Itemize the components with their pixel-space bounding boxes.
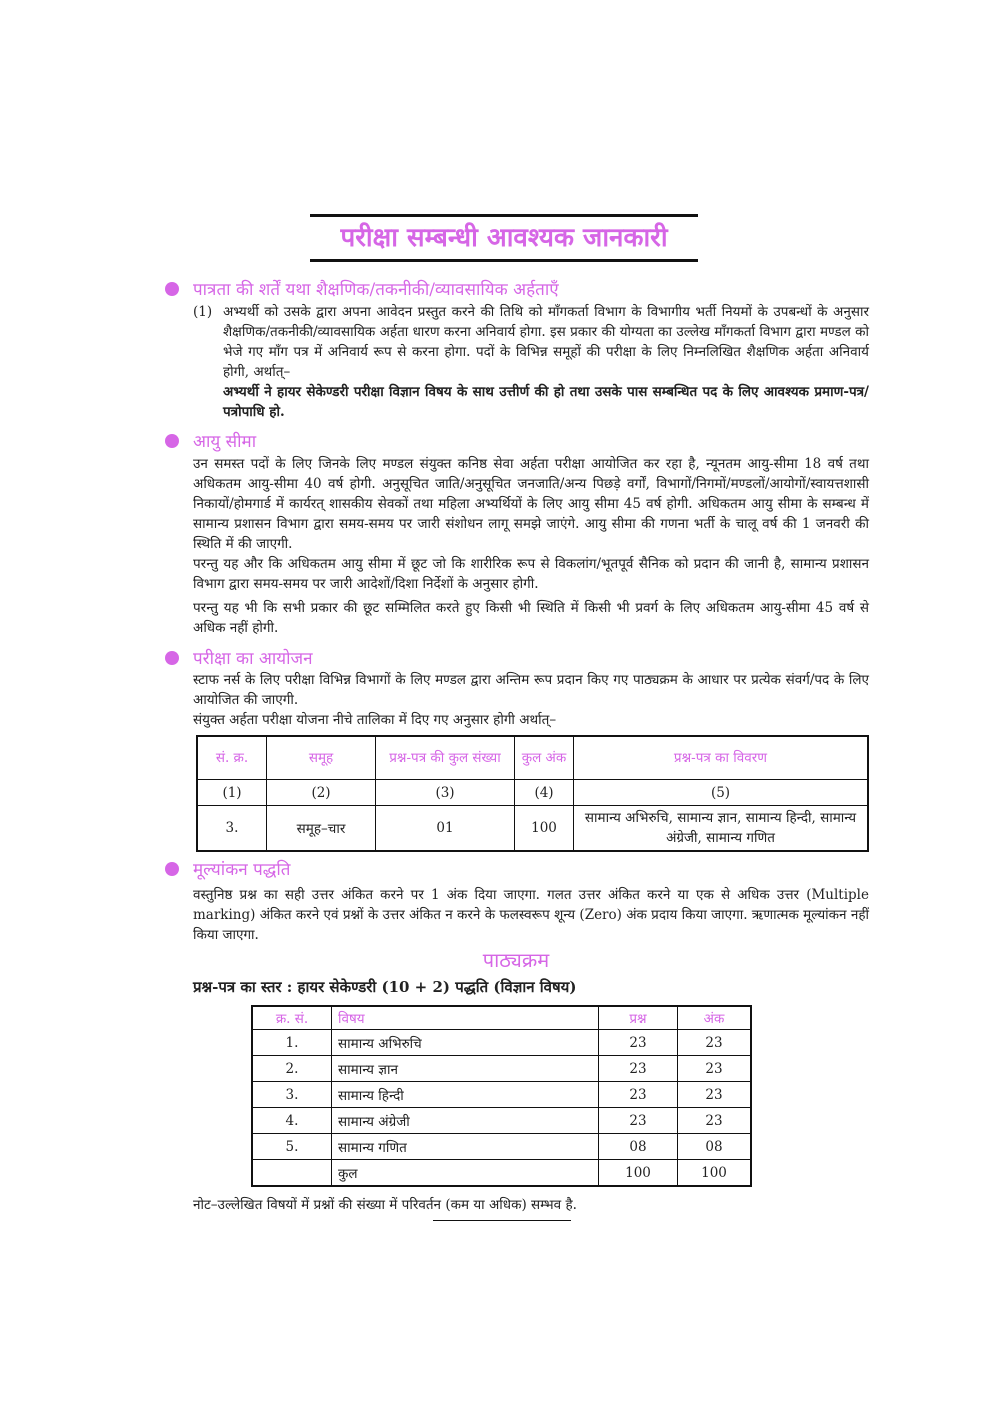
header-cell: सं. क्र. (197, 736, 267, 780)
heading-text: मूल्यांकन पद्धति (193, 860, 291, 880)
page-title: परीक्षा सम्बन्धी आवश्यक जानकारी (310, 214, 698, 262)
heading-text: पात्रता की शर्तें यथा शैक्षणिक/तकनीकी/व्यावसायिक अर्हताएँ (193, 280, 559, 300)
table-cell: सामान्य गणित (332, 1134, 599, 1160)
table-cell: समूह–चार (267, 806, 376, 852)
table-header-row (197, 736, 868, 780)
header-cell: कुल अंक (515, 736, 574, 780)
table-cell: 3. (252, 1082, 332, 1108)
table-cell: 23 (599, 1108, 678, 1134)
exam-body (193, 670, 869, 730)
table-cell: 5. (252, 1134, 332, 1160)
table-cell: (5) (574, 780, 869, 806)
table-cell: 100 (515, 806, 574, 852)
table-cell: (1) (197, 780, 267, 806)
bullet-icon (165, 862, 179, 876)
table-cell: 2. (252, 1056, 332, 1082)
paper-level: प्रश्न-पत्र का स्तर : हायर सेकेण्डरी (10 + 2) पद्धति (विज्ञान विषय) (193, 978, 577, 996)
table-cell: 08 (599, 1134, 678, 1160)
heading-text: आयु सीमा (193, 432, 257, 452)
table-row (252, 1108, 751, 1134)
bullet-icon (165, 282, 179, 296)
table-row (252, 1134, 751, 1160)
item-number: (1) (193, 304, 213, 320)
age-para-2: परन्तु यह और कि अधिकतम आयु सीमा में छूट जो कि शारीरिक रूप से विकलांग/भूतपूर्व सैनिक को प्रदान की जानी है, सामान्य प्रशासन विभाग द्वारा समय-समय पर जारी आदेशों/दिशा निर्देशों के अनुसार होगी. (193, 556, 869, 592)
eligibility-text: अभ्यर्थी को उसके द्वारा अपना आवेदन प्रस्तुत करने की तिथि को माँगकर्ता विभाग के विभागीय भर्ती नियमों के उपबन्धों के अनुसार शैक्षणिक/तकनीकी/व्यावसायिक अर्हता धारण करना अनिवार्य होगा. इस प्रकार की योग्यता का उल्लेख माँगकर्ता विभाग द्वारा मण्डल को भेजे गए माँग पत्र में अनिवार्य रूप से करना होगा. पदों के विभिन्न समूहों की परीक्षा के लिए निम्नलिखित शैक्षणिक अर्हता अनिवार्य होगी, अर्थात्– (223, 304, 869, 380)
header-cell: प्रश्न-पत्र की कुल संख्या (376, 736, 515, 780)
table-cell: कुल (332, 1160, 599, 1187)
divider (433, 1220, 571, 1221)
table-cell: (4) (515, 780, 574, 806)
table-cell: 01 (376, 806, 515, 852)
table-cell: सामान्य अंग्रेजी (332, 1108, 599, 1134)
syllabus-heading: पाठ्यक्रम (482, 948, 550, 972)
evaluation-text: वस्तुनिष्ठ प्रश्न का सही उत्तर अंकित करने पर 1 अंक दिया जाएगा. गलत उत्तर अंकित करने या एक से अधिक उत्तर (Multiple marking) अंकित करने एवं प्रश्नों के उत्तर अंकित न करने के फलस्वरूप शून्य (Zero) अंक प्रदाय किया जाएगा. ऋणात्मक मूल्यांकन नहीं किया जाएगा. (193, 887, 869, 943)
heading-text: परीक्षा का आयोजन (193, 649, 313, 669)
table-cell: 23 (678, 1082, 752, 1108)
syllabus-table (251, 1005, 752, 1187)
eligibility-body (193, 302, 869, 422)
header-cell: अंक (678, 1006, 752, 1030)
header-cell: प्रश्न (599, 1006, 678, 1030)
table-row (252, 1056, 751, 1082)
table-header-row (252, 1006, 751, 1030)
header-cell: प्रश्न-पत्र का विवरण (574, 736, 869, 780)
section-heading-exam (165, 648, 313, 670)
section-heading-age (165, 431, 256, 453)
total-row (252, 1160, 751, 1187)
table-cell: 23 (599, 1056, 678, 1082)
age-body (193, 454, 869, 638)
table-cell: 3. (197, 806, 267, 852)
table-cell: सामान्य अभिरुचि, सामान्य ज्ञान, सामान्य हिन्दी, सामान्य अंग्रेजी, सामान्य गणित (574, 806, 869, 852)
age-para-1: उन समस्त पदों के लिए जिनके लिए मण्डल संयुक्त कनिष्ठ सेवा अर्हता परीक्षा आयोजित कर रहा है, न्यूनतम आयु-सीमा 18 वर्ष तथा अधिकतम आयु-सीमा 40 वर्ष होगी. अनुसूचित जाति/अनुसूचित जनजाति/अन्य पिछड़े वर्गों, विभागों/निगमों/मण्डलों/आयोगों/स्वायत्तशासी निकायों/होमगार्ड में कार्यरत् शासकीय सेवकों तथा महिला अभ्यर्थियों के लिए आयु सीमा 45 वर्ष होगी. अधिकतम आयु सीमा के सम्बन्ध में सामान्य प्रशासन विभाग द्वारा समय-समय पर जारी संशोधन लागू समझे जाएंगे. आयु सीमा की गणना भर्ती के चालू वर्ष की 1 जनवरी की स्थिति में की जाएगी. (193, 456, 869, 552)
header-cell: विषय (332, 1006, 599, 1030)
table-cell: (3) (376, 780, 515, 806)
table-row (197, 780, 868, 806)
table-cell: 23 (599, 1030, 678, 1056)
table-cell (252, 1160, 332, 1187)
table-cell: सामान्य हिन्दी (332, 1082, 599, 1108)
table-row (252, 1082, 751, 1108)
age-para-3: परन्तु यह भी कि सभी प्रकार की छूट सम्मिलित करते हुए किसी भी स्थिति में किसी भी प्रवर्ग के लिए अधिकतम आयु-सीमा 45 वर्ष से अधिक नहीं होगी. (193, 600, 869, 636)
table-cell: (2) (267, 780, 376, 806)
bullet-icon (165, 651, 179, 665)
table-cell: 08 (678, 1134, 752, 1160)
table-cell: 100 (599, 1160, 678, 1187)
header-cell: क्र. सं. (252, 1006, 332, 1030)
table-cell: 23 (599, 1082, 678, 1108)
section-heading-evaluation (165, 859, 290, 881)
table-row (197, 806, 868, 852)
table-cell: 23 (678, 1056, 752, 1082)
exam-para-2: संयुक्त अर्हता परीक्षा योजना नीचे तालिका में दिए गए अनुसार होगी अर्थात्– (193, 712, 557, 728)
table-cell: 100 (678, 1160, 752, 1187)
table-cell: सामान्य अभिरुचि (332, 1030, 599, 1056)
header-cell: समूह (267, 736, 376, 780)
section-heading-eligibility (165, 279, 559, 301)
table-row (252, 1030, 751, 1056)
table-cell: सामान्य ज्ञान (332, 1056, 599, 1082)
evaluation-body (193, 885, 869, 945)
note-text: नोट–उल्लेखित विषयों में प्रश्नों की संख्या में परिवर्तन (कम या अधिक) सम्भव है. (193, 1197, 577, 1213)
table-cell: 4. (252, 1108, 332, 1134)
eligibility-bold-text: अभ्यर्थी ने हायर सेकेण्डरी परीक्षा विज्ञान विषय के साथ उत्तीर्ण की हो तथा उसके पास सम्बन्धित पद के लिए आवश्यक प्रमाण-पत्र/पत्रोपाधि हो. (223, 384, 869, 420)
table-cell: 23 (678, 1030, 752, 1056)
exam-scheme-table (196, 735, 869, 852)
exam-para-1: स्टाफ नर्स के लिए परीक्षा विभिन्न विभागों के लिए मण्डल द्वारा अन्तिम रूप प्रदान किए गए पाठ्यक्रम के आधार पर प्रत्येक संवर्ग/पद के लिए आयोजित की जाएगी. (193, 672, 869, 708)
table-cell: 1. (252, 1030, 332, 1056)
table-cell: 23 (678, 1108, 752, 1134)
bullet-icon (165, 434, 179, 448)
